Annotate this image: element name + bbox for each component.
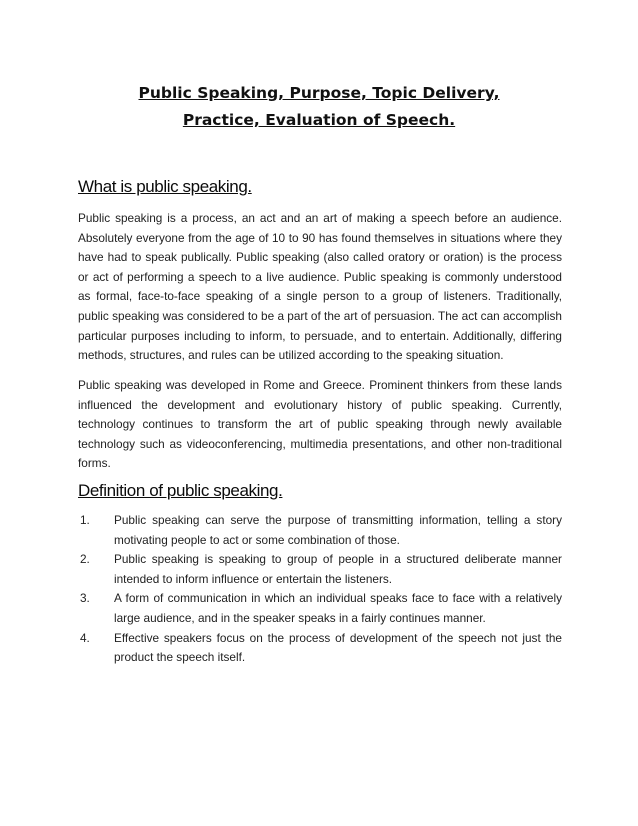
list-item-number: 1. (80, 513, 90, 527)
list-item-text: Public speaking can serve the purpose of transmitting information, telling a story motivating people to act or some combination of those. (114, 513, 562, 547)
list-item (78, 589, 562, 628)
list-item (78, 511, 562, 550)
title-line-1: Public Speaking, Purpose, Topic Delivery, (138, 84, 500, 102)
list-item (78, 629, 562, 668)
list-item (78, 550, 562, 589)
document-title (78, 80, 560, 134)
title-line-2: Practice, Evaluation of Speech. (182, 111, 456, 129)
section-heading-definition: Definition of public speaking. (78, 481, 283, 500)
list-item-number: 4. (80, 630, 90, 645)
list-item-text: Public speaking is speaking to group of people in a structured deliberate manner intended to inform influence or entertain the listeners. (114, 552, 562, 586)
definition-list (78, 511, 562, 668)
list-item-text: Effective speakers focus on the process of development of the speech not just the product the speech itself. (114, 630, 562, 665)
list-item-number: 2. (80, 552, 90, 567)
list-item-number: 3. (80, 591, 90, 606)
section-heading-what-is: What is public speaking. (78, 177, 252, 196)
list-item-text: A form of communication in which an individual speaks face to face with a relatively large audience, and in the speaker speaks in a fairly continues manner. (114, 591, 562, 625)
paragraph-history: Public speaking was developed in Rome and Greece. Prominent thinkers from these lands influenced the development and evolutionary history of public speaking. Currently, technology continues to transform the art of public speaking through newly available technology such as videoconferencing, multimedia presentations, and other non-traditional forms. (78, 378, 562, 471)
paragraph-intro: Public speaking is a process, an act and an art of making a speech before an audience. Absolutely everyone from the age of 10 to 90 has found themselves in situations where they have had to speak publically. Public speaking (also called oratory or oration) is the process or act of performing a speech to a live audience. Public speaking is commonly understood as formal, face-to-face speaking of a single person to a group of listeners. Traditionally, public speaking was considered to be a part of the art of persuasion. The act can accomplish particular purposes including to inform, to persuade, and to entertain. Additionally, differing methods, structures, and rules can be utilized according to the speaking situation. (78, 211, 562, 363)
